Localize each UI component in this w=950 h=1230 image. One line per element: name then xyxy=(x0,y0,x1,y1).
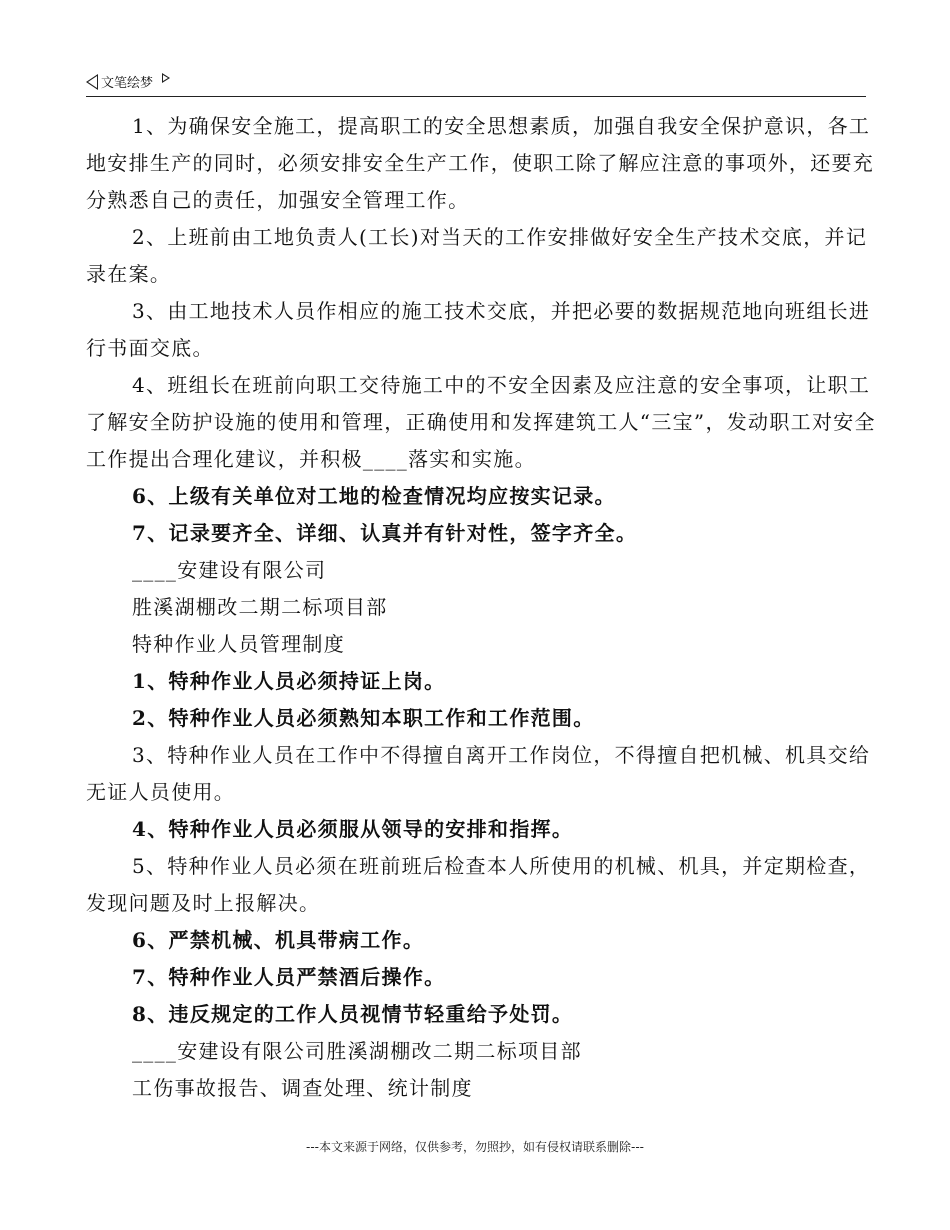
header-brand xyxy=(86,72,170,91)
paragraph-7: 7、记录要齐全、详细、认真并有针对性，签字齐全。 xyxy=(132,521,638,545)
paragraph-4: 4、班组长在班前向职工交待施工中的不安全因素及应注意的安全事项，让职工了解安全防护设施的使用和管理，正确使用和发挥建筑工人“三宝”，发动职工对安全工作提出合理化建议，并积极____落实和实施。 xyxy=(86,373,876,471)
company-name: ____安建设有限公司 xyxy=(132,558,327,582)
page-header xyxy=(86,70,866,97)
document-body xyxy=(86,108,876,1107)
rule-6: 6、严禁机械、机具带病工作。 xyxy=(132,928,425,952)
header-title: 文笔绘梦 xyxy=(101,76,154,91)
paragraph-2: 2、上班前由工地负责人(工长)对当天的工作安排做好安全生产技术交底，并记录在案。 xyxy=(86,225,868,286)
rule-7: 7、特种作业人员严禁酒后操作。 xyxy=(132,965,446,989)
rule-1: 1、特种作业人员必须持证上岗。 xyxy=(132,669,446,693)
paragraph-6: 6、上级有关单位对工地的检查情况均应按实记录。 xyxy=(132,484,616,508)
section-title-special-ops: 特种作业人员管理制度 xyxy=(132,632,345,656)
paragraph-3: 3、由工地技术人员作相应的施工技术交底，并把必要的数据规范地向班组长进行书面交底。 xyxy=(86,299,871,360)
left-triangle-icon xyxy=(86,74,98,90)
rule-8: 8、违反规定的工作人员视情节轻重给予处罚。 xyxy=(132,1002,574,1026)
paragraph-1: 1、为确保安全施工，提高职工的安全思想素质，加强自我安全保护意识，各工地安排生产的同时，必须安排安全生产工作，使职工除了解应注意的事项外，还要充分熟悉自己的责任，加强安全管理工作。 xyxy=(86,114,875,212)
page-footer: ---本文来源于网络，仅供参考，勿照抄，如有侵权请联系删除--- xyxy=(306,1140,644,1154)
rule-3: 3、特种作业人员在工作中不得擅自离开工作岗位，不得擅自把机械、机具交给无证人员使用。 xyxy=(86,743,871,804)
rule-4: 4、特种作业人员必须服从领导的安排和指挥。 xyxy=(132,817,574,841)
project-department: 胜溪湖棚改二期二标项目部 xyxy=(132,595,388,619)
signature-line: ____安建设有限公司胜溪湖棚改二期二标项目部 xyxy=(132,1039,582,1063)
section-title-injury-report: 工伤事故报告、调查处理、统计制度 xyxy=(132,1076,473,1100)
rule-2: 2、特种作业人员必须熟知本职工作和工作范围。 xyxy=(132,706,595,730)
rule-5: 5、特种作业人员必须在班前班后检查本人所使用的机械、机具，并定期检查，发现问题及时上报解决。 xyxy=(86,854,871,915)
right-triangle-icon xyxy=(162,73,170,83)
